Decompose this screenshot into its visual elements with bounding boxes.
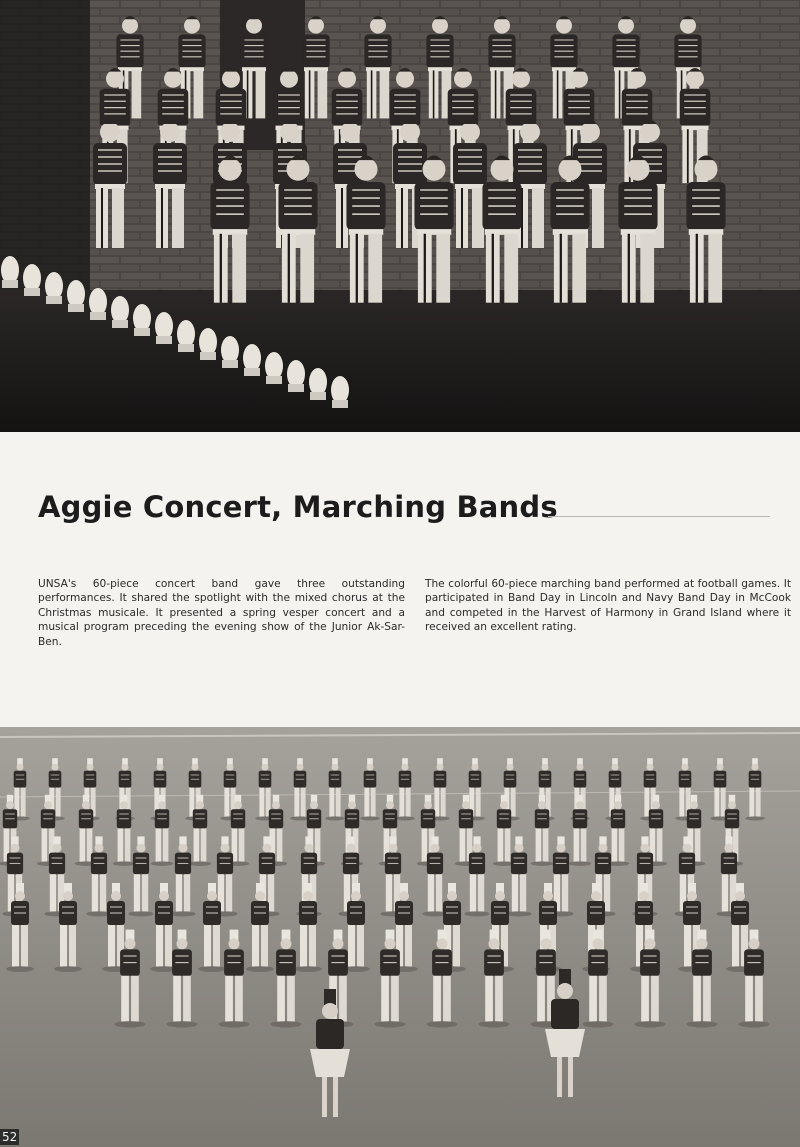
- concert-band-text: UNSA's 60-piece concert band gave three outstanding performances. It shared the spotlight with the mixed chorus at the Christmas musicale. It presented a spring vesper concert and a musical program preceding the evening show of the Junior Ak-Sar-Ben.: [38, 578, 405, 648]
- shako-hat: [265, 352, 283, 384]
- shako-hat: [177, 320, 195, 352]
- shako-hat: [287, 360, 305, 392]
- shako-hat: [23, 264, 41, 296]
- shako-hat: [133, 304, 151, 336]
- shako-hat: [67, 280, 85, 312]
- marching-band-photo: [0, 727, 800, 1147]
- page-title: Aggie Concert, Marching Bands: [38, 490, 558, 524]
- shako-hat: [331, 376, 349, 408]
- shako-hat: [199, 328, 217, 360]
- shako-hat: [309, 368, 327, 400]
- shako-hat: [243, 344, 261, 376]
- marching-band-text: The colorful 60-piece marching band performed at football games. It participated in Band Day in Lincoln and Navy Band Day in McCook and competed in the Harvest of Harmony in Grand Island where it received an excellent rating.: [425, 578, 791, 634]
- shako-hat: [1, 256, 19, 288]
- title-rule: [548, 516, 770, 517]
- shako-hat: [111, 296, 129, 328]
- shako-hat: [45, 272, 63, 304]
- marching-band-image: [0, 727, 800, 1147]
- concert-band-photo: [0, 0, 800, 432]
- shako-hat: [155, 312, 173, 344]
- shako-hat: [221, 336, 239, 368]
- concert-band-image: [0, 0, 800, 432]
- shako-hat: [89, 288, 107, 320]
- page-number: 52: [2, 1130, 18, 1144]
